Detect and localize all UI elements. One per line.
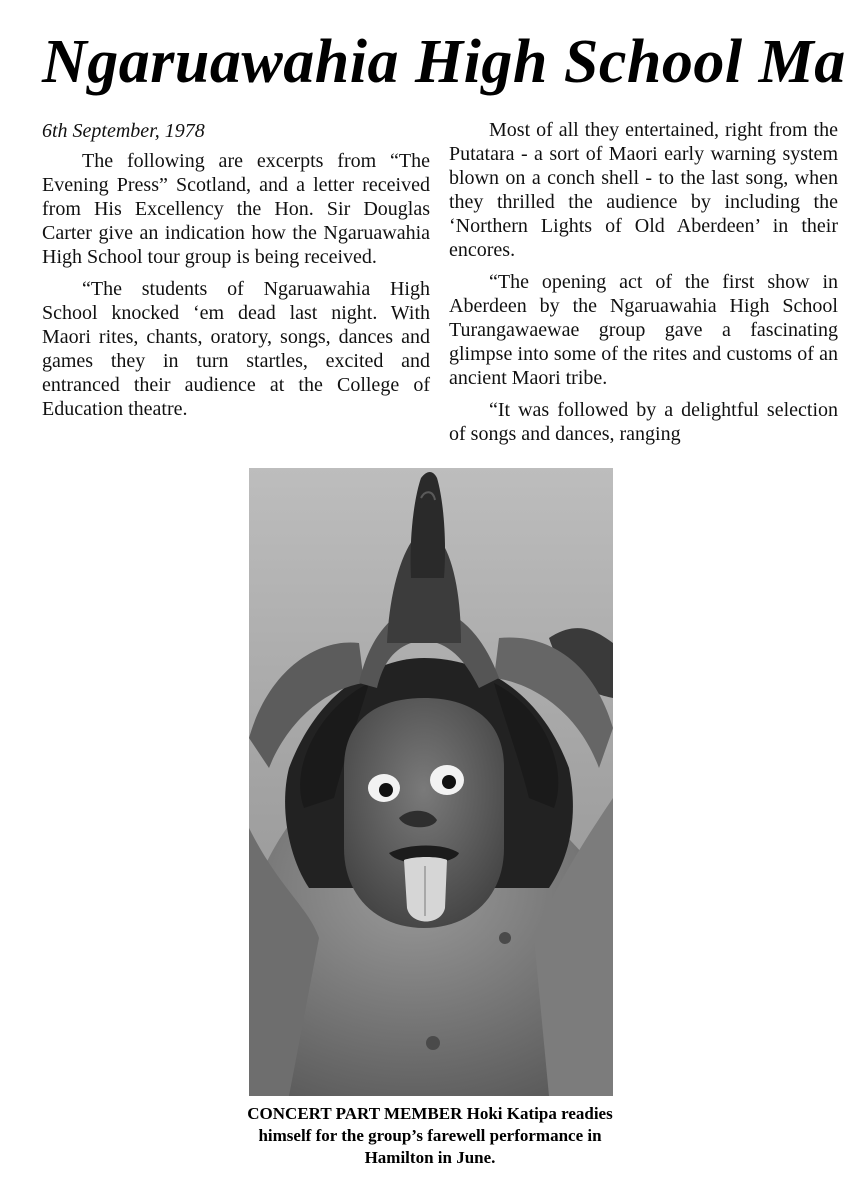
article-paragraph: Most of all they entertained, right from the Putatara - a sort of Maori early warning system blown on a conch shell - to the last song, when they thrilled the audience by including the ‘Northern Lights of Old Aberdeen’ in their encores. [449,119,838,261]
headline: Ngaruawahia High School Ma [42,28,846,96]
photo-caption: CONCERT PART MEMBER Hoki Katipa readies himself for the group’s farewell performance in Hamilton in June. [247,1104,613,1167]
article-paragraph: The following are excerpts from “The Evening Press” Scotland, and a letter received from His Excellency the Hon. Sir Douglas Carter give an indication how the Ngaruawahia High School tour group is being received. [42,150,430,268]
article-paragraph: “The students of Ngaruawahia High School knocked ‘em dead last night. With Maori rites, chants, oratory, songs, dances and games they in turn startles, excited and entranced their audience at the College of Education theatre. [42,278,430,420]
article-paragraph: “The opening act of the first show in Aberdeen by the Ngaruawahia High School Turangawaewae group gave a fascinating glimpse into some of the rites and customs of an ancient Maori tribe. [449,271,838,389]
performer-photo [249,468,613,1096]
article-column-left [42,118,430,429]
article-column-right [449,118,838,454]
dateline: 6th September, 1978 [42,120,205,142]
article-paragraph: “It was followed by a delightful selection of songs and dances, ranging [449,399,838,445]
